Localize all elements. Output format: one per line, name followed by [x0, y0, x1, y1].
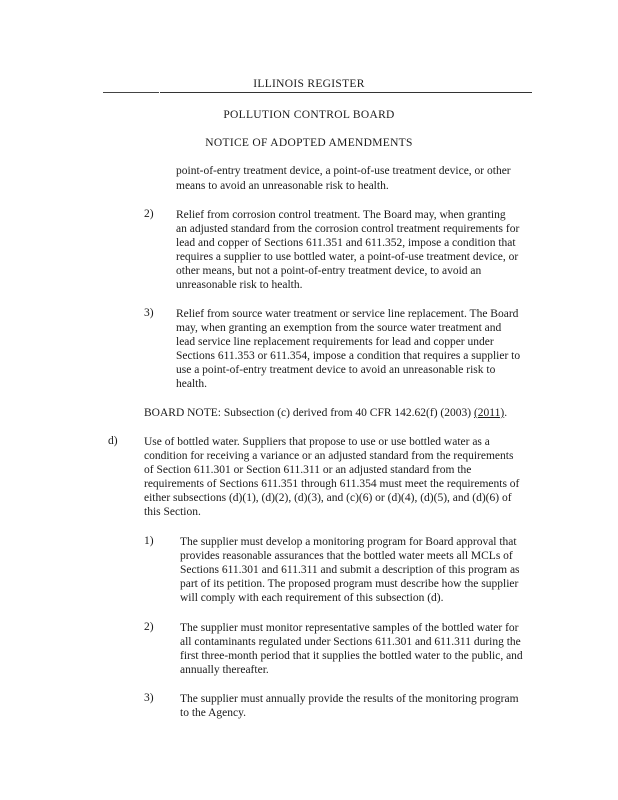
notice-title: NOTICE OF ADOPTED AMENDMENTS: [205, 137, 413, 149]
item-line: Relief from source water treatment or service line replacement. The Board: [176, 308, 519, 320]
item-number: 3): [144, 307, 154, 319]
sub-item-number: 1): [144, 535, 154, 547]
sub-item-line: all contaminants regulated under Sections 611.301 and 611.311 during the: [180, 636, 521, 648]
sub-item-line: part of its petition. The proposed program must describe how the supplier: [180, 578, 519, 590]
section-d-line: this Section.: [144, 506, 201, 518]
item-line: Relief from corrosion control treatment. The Board may, when granting: [176, 209, 506, 221]
sub-item-line: first three-month period that it supplies the bottled water to the public, and: [180, 650, 523, 662]
sub-item-line: will comply with each requirement of this subsection (d).: [180, 592, 444, 604]
item-line: lead service line replacement requirements for lead and copper under: [176, 336, 494, 348]
item-line: health.: [176, 378, 207, 390]
section-d-line: Use of bottled water. Suppliers that propose to use or use bottled water as a: [144, 436, 490, 448]
sub-item-line: provides reasonable assurances that the bottled water meets all MCLs of: [180, 550, 513, 562]
section-d-line: condition for receiving a variance or an adjusted standard from the requirements: [144, 450, 514, 462]
item-line: unreasonable risk to health.: [176, 279, 303, 291]
section-d-line: either subsections (d)(1), (d)(2), (d)(3), and (c)(6) or (d)(4), (d)(5), and (d)(6) of: [144, 492, 512, 504]
item-line: use a point-of-entry treatment device to avoid an unreasonable risk to: [176, 364, 496, 376]
item-number: 2): [144, 208, 154, 220]
item-line: other means, but not a point-of-entry treatment device, to avoid an: [176, 265, 482, 277]
section-d-line: of Section 611.301 or Section 611.311 or an adjusted standard from the: [144, 464, 472, 476]
sub-item-number: 3): [144, 692, 154, 704]
continuation-line: point-of-entry treatment device, a point-of-use treatment device, or other: [176, 165, 511, 177]
sub-item-number: 2): [144, 621, 154, 633]
sub-item-line: to the Agency.: [180, 707, 247, 719]
agency-title: POLLUTION CONTROL BOARD: [223, 109, 395, 121]
board-note: [144, 406, 507, 421]
board-note-text: BOARD NOTE: Subsection (c) derived from 40 CFR 142.62(f) (2003): [144, 407, 472, 419]
sub-item-line: The supplier must develop a monitoring program for Board approval that: [180, 536, 517, 548]
header-rule: [160, 92, 532, 93]
item-line: lead and copper of Sections 611.351 and 611.352, impose a condition that: [176, 237, 516, 249]
sub-item-line: The supplier must monitor representative samples of the bottled water for: [180, 622, 519, 634]
item-line: requires a supplier to use bottled water, a point-of-use treatment device, or: [176, 251, 519, 263]
item-line: may, when granting an exemption from the source water treatment and: [176, 322, 502, 334]
section-d-line: requirements of Sections 611.351 through 611.354 must meet the requirements of: [144, 478, 520, 490]
board-note-end: .: [504, 407, 508, 419]
sub-item-line: annually thereafter.: [180, 664, 269, 676]
header-rule-left: [103, 92, 159, 93]
sub-item-line: Sections 611.301 and 611.311 and submit a description of this program as: [180, 564, 520, 576]
register-title: ILLINOIS REGISTER: [253, 78, 365, 90]
sub-item-line: The supplier must annually provide the results of the monitoring program: [180, 693, 519, 705]
item-line: Sections 611.353 or 611.354, impose a condition that requires a supplier to: [176, 350, 521, 362]
item-line: an adjusted standard from the corrosion control treatment requirements for: [176, 223, 520, 235]
continuation-line: means to avoid an unreasonable risk to health.: [176, 180, 389, 192]
section-d-number: d): [108, 435, 118, 447]
board-note-amended-year: (2011): [473, 407, 505, 419]
